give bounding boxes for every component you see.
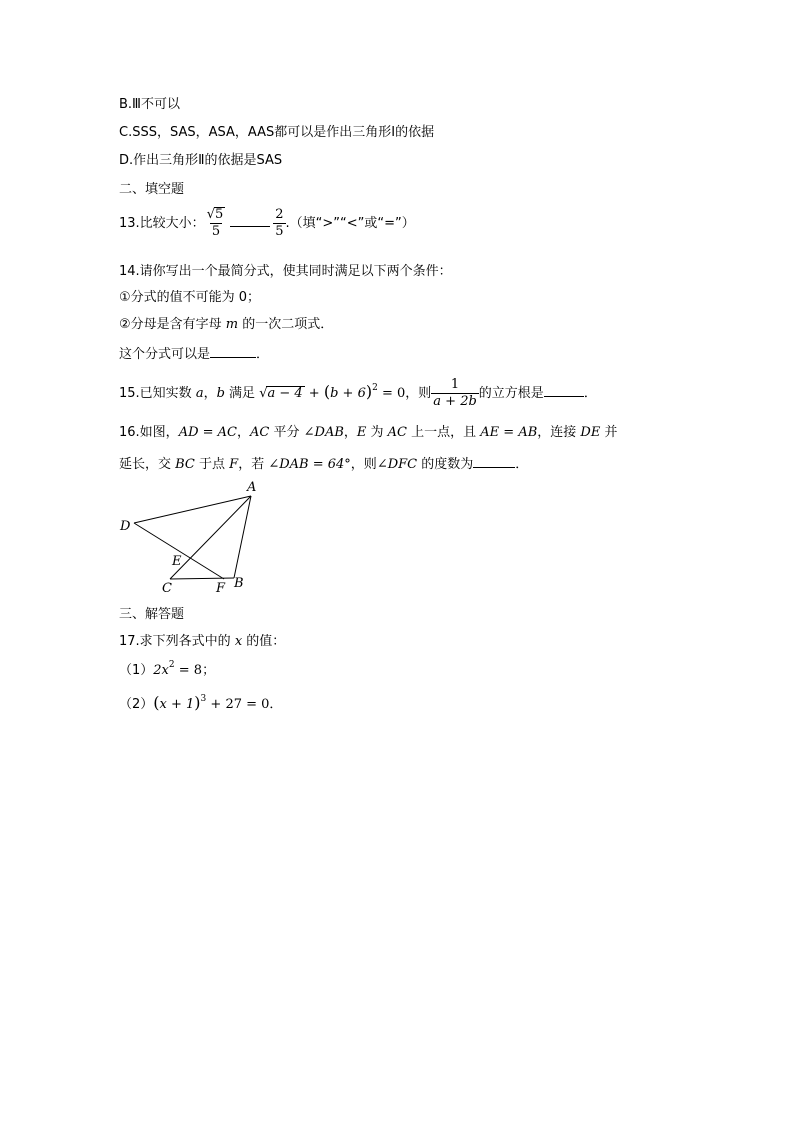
q17-part2: $(2)(x + 1)^3 + 27 = 0$． [119, 693, 283, 712]
question-13 [119, 207, 415, 241]
q16-answer-blank [473, 455, 515, 468]
q13-answer-blank [230, 214, 270, 227]
q14-condition1: ①分式的值不可能为 0； [119, 290, 261, 305]
q17-part1: $(1)2x^2 = 8$； [119, 660, 216, 678]
segment-ab [234, 496, 251, 578]
q14-answer-blank [210, 345, 256, 358]
question-15: 15.已知实数 a，b 满足 $√a - 4 + (b + 6)^2 = 0$，则 $\frac{1}{a + 2b}$ 的立方根是 ． [119, 377, 597, 409]
q13-fraction-sqrt5-over-5: $\frac{√5}{5}$ [206, 207, 224, 239]
q16-line1: 16.如图，AD = AC，AC 平分 ∠DAB，E 为 AC 上一点，且 AE = AB，连接 DE 并 [119, 425, 618, 440]
option-b: B.Ⅲ不可以 [119, 97, 181, 112]
label-b: B [234, 576, 244, 591]
q13-suffix: .（填“>”“<”或“=”） [285, 216, 415, 231]
label-e: E [172, 554, 182, 569]
segment-df [134, 523, 224, 579]
q15-answer-blank [544, 384, 584, 397]
q14-condition2: ②分母是含有字母 m 的一次二项式． [119, 317, 334, 332]
q16-line2: 延长，交 BC 于点 F，若 ∠DAB = 64°，则∠DFC 的度数为 ． [119, 457, 529, 472]
label-c: C [162, 581, 172, 596]
segment-da [134, 496, 251, 523]
label-a: A [247, 480, 257, 495]
q17-line1: 17.求下列各式中的 x 的值： [119, 634, 286, 649]
radical-sign: √ [206, 207, 215, 222]
option-d: D.作出三角形Ⅱ的依据是SAS [119, 153, 283, 168]
segment-cb [170, 578, 234, 579]
section-solve-title: 三、解答题 [119, 607, 185, 622]
segment-ac [170, 496, 251, 579]
option-c: C.SSS，SAS，ASA，AAS都可以是作出三角形Ⅰ的依据 [119, 125, 435, 140]
q15-radicand: a − 4 [267, 386, 303, 401]
q16-geometry-figure [110, 478, 270, 600]
q14-line4: 这个分式可以是 ． [119, 347, 270, 362]
label-f: F [216, 581, 226, 596]
q15-fraction: $\frac{1}{a + 2b}$ [433, 377, 477, 409]
section-fill-in-title: 二、填空题 [119, 182, 185, 197]
q13-prefix: 13.比较大小： [119, 216, 205, 231]
radical-sign: √ [259, 386, 268, 401]
q14-line1: 14.请你写出一个最简分式，使其同时满足以下两个条件： [119, 264, 452, 279]
q13-fraction-2-over-5: $\frac{2}{5}$ [275, 207, 284, 239]
label-d: D [120, 519, 131, 534]
q15-paren-inner: b + 6 [330, 386, 366, 401]
